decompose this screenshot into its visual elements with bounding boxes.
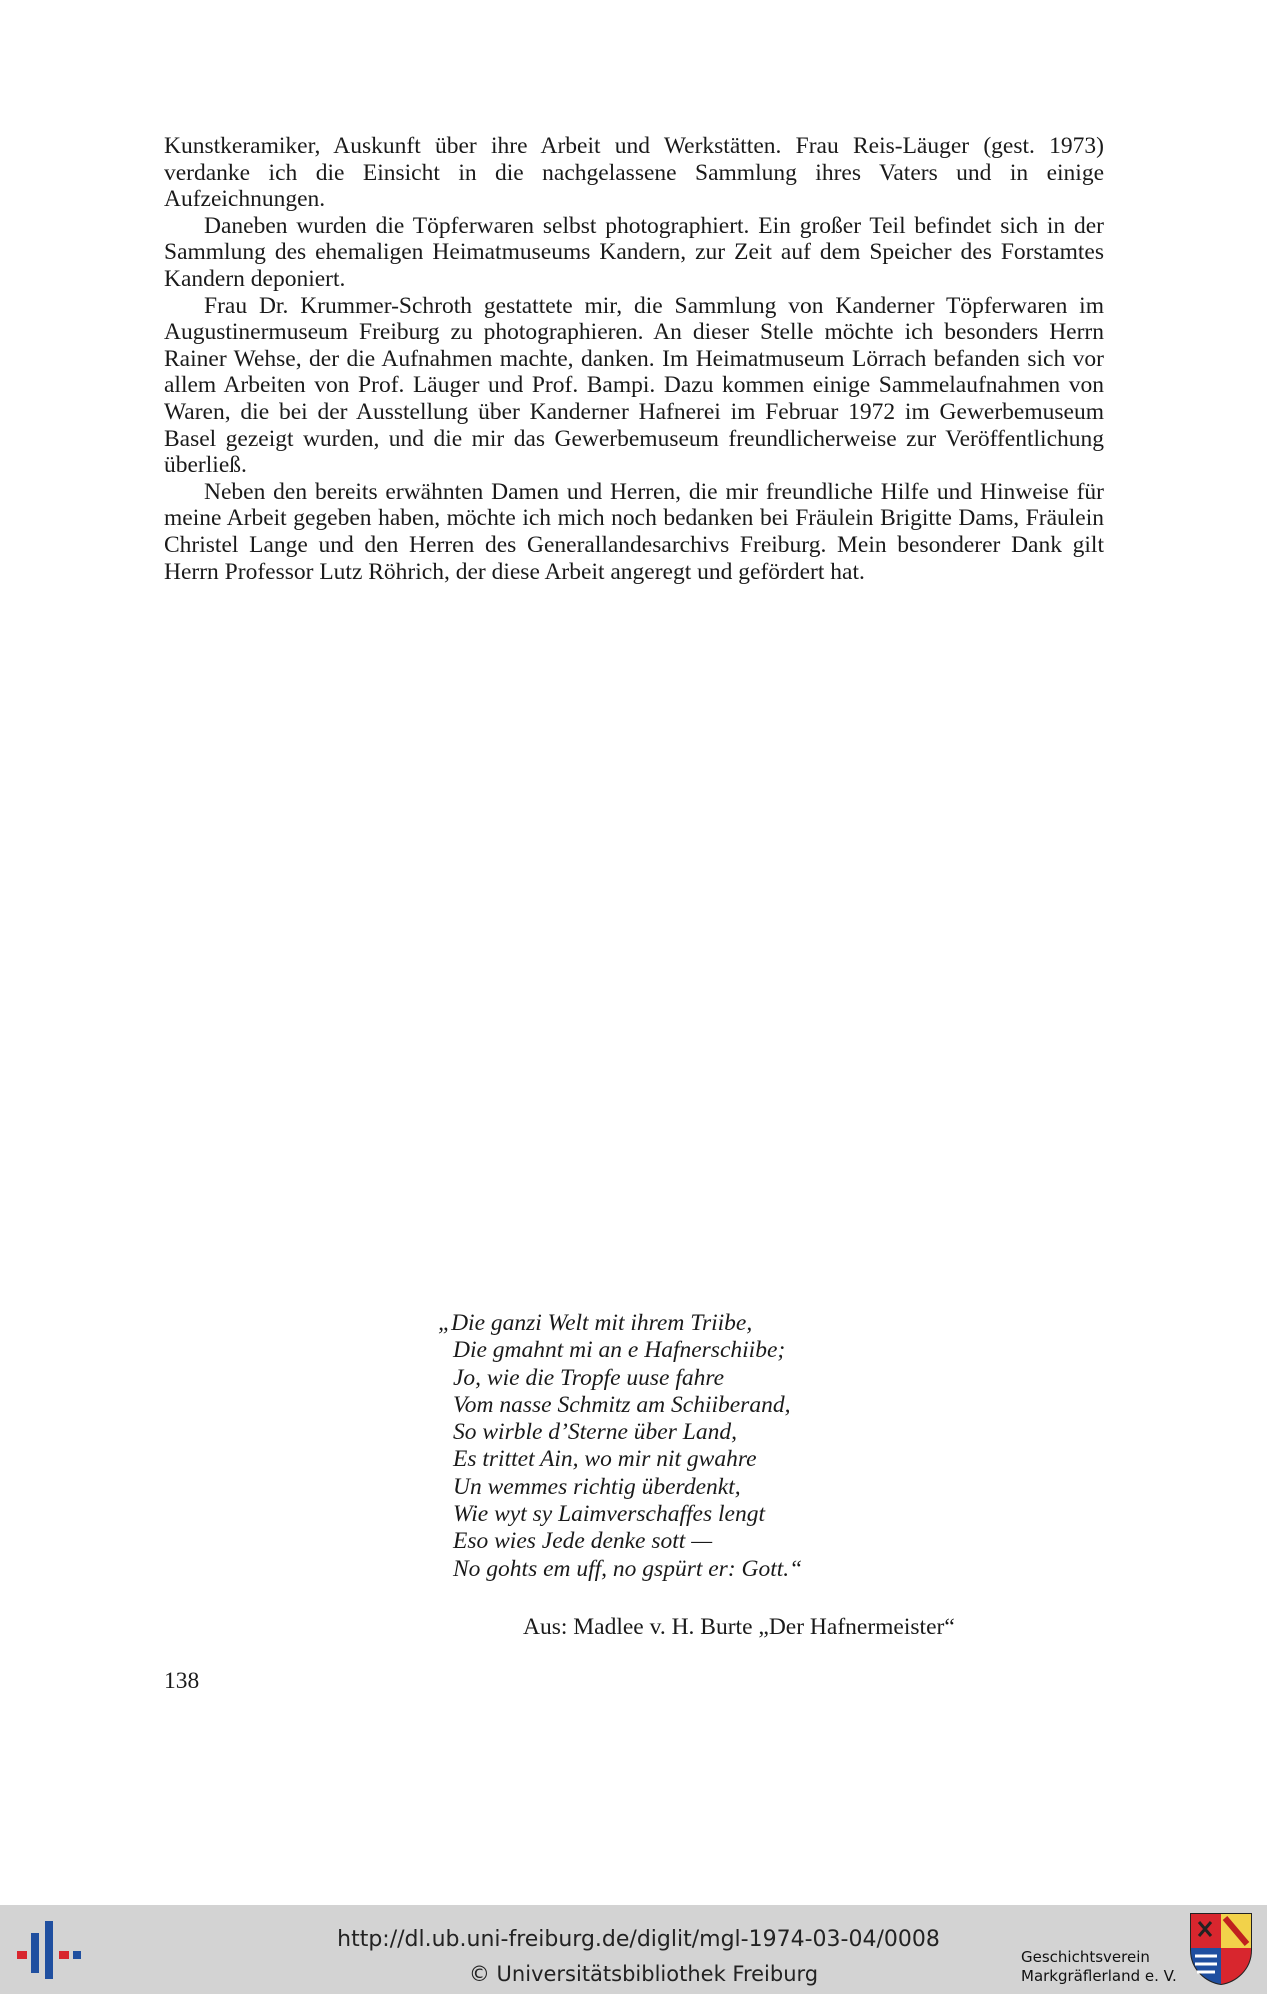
poem-line: Die gmahnt mi an e Hafnerschiibe; <box>453 1337 786 1364</box>
poem-line: Vom nasse Schmitz am Schiiberand, <box>453 1391 791 1418</box>
paragraph: Daneben wurden die Töpferwaren selbst photographiert. Ein großer Teil befindet sich in der Sammlung des ehemaligen Heimatmuseums Kandern, zur Zeit auf dem Speicher des Forstamtes Kandern deponiert. <box>164 212 1104 292</box>
coat-of-arms-icon <box>1189 1912 1253 1986</box>
paragraph: Frau Dr. Krummer-Schroth gestattete mir, die Sammlung von Kanderner Töpferwaren im Augustinermuseum Freiburg zu photographieren. An dieser Stelle möchte ich besonders Herrn Rainer Wehse, der die Aufnahmen machte, danken. Im Heimatmuseum Lörrach befanden sich vor allem Arbeiten von Prof. Läuger und Prof. Bampi. Dazu kommen einige Sammelaufnahmen von Waren, die bei der Ausstellung über Kanderner Hafnerei im Februar 1972 im Gewerbemuseum Basel gezeigt wurden, und die mir das Gewerbemuseum freundlicherweise zur Veröffentlichung überließ. <box>164 292 1104 479</box>
poem-line: Eso wies Jede denke sott — <box>453 1528 713 1555</box>
society-line-1: Geschichtsverein <box>1021 1948 1150 1966</box>
footer-bar <box>0 1905 1267 1994</box>
poem-source: Aus: Madlee v. H. Burte „Der Hafnermeister“ <box>523 1614 955 1640</box>
poem-line: So wirble d’Sterne über Land, <box>453 1419 737 1446</box>
paragraph: Neben den bereits erwähnten Damen und Herren, die mir freundliche Hilfe und Hinweise für meine Arbeit gegeben haben, möchte ich mich noch bedanken bei Fräulein Brigitte Dams, Fräulein Christel Lange und den Herren des Generallandesarchivs Freiburg. Mein besonderer Dank gilt Herrn Professor Lutz Röhrich, der diese Arbeit angeregt und gefördert hat. <box>164 478 1104 585</box>
poem-line: Un wemmes richtig überdenkt, <box>453 1473 741 1500</box>
poem-line: No gohts em uff, no gspürt er: Gott.“ <box>453 1555 803 1582</box>
poem-line: Es trittet Ain, wo mir nit gwahre <box>453 1446 757 1473</box>
poem-line: „Die ganzi Welt mit ihrem Triibe, <box>438 1310 753 1336</box>
body-text <box>164 133 1104 585</box>
poem-line: Wie wyt sy Laimverschaffes lengt <box>453 1501 765 1528</box>
society-line-2: Markgräflerland e. V. <box>1021 1967 1177 1985</box>
footer-url-link[interactable]: http://dl.ub.uni-freiburg.de/diglit/mgl-1974-03-04/0008 <box>337 1927 940 1952</box>
poem <box>438 1310 1038 1583</box>
footer-copyright: © Universitätsbibliothek Freiburg <box>468 1962 819 1986</box>
society-name <box>1021 1948 1177 1986</box>
paragraph: Kunstkeramiker, Auskunft über ihre Arbeit und Werkstätten. Frau Reis-Läuger (gest. 1973) verdanke ich die Einsicht in die nachgelassene Sammlung ihres Vaters und in einige Aufzeichnungen. <box>164 133 1104 213</box>
poem-line: Jo, wie die Tropfe uuse fahre <box>453 1364 725 1391</box>
page-number: 138 <box>164 1668 200 1694</box>
